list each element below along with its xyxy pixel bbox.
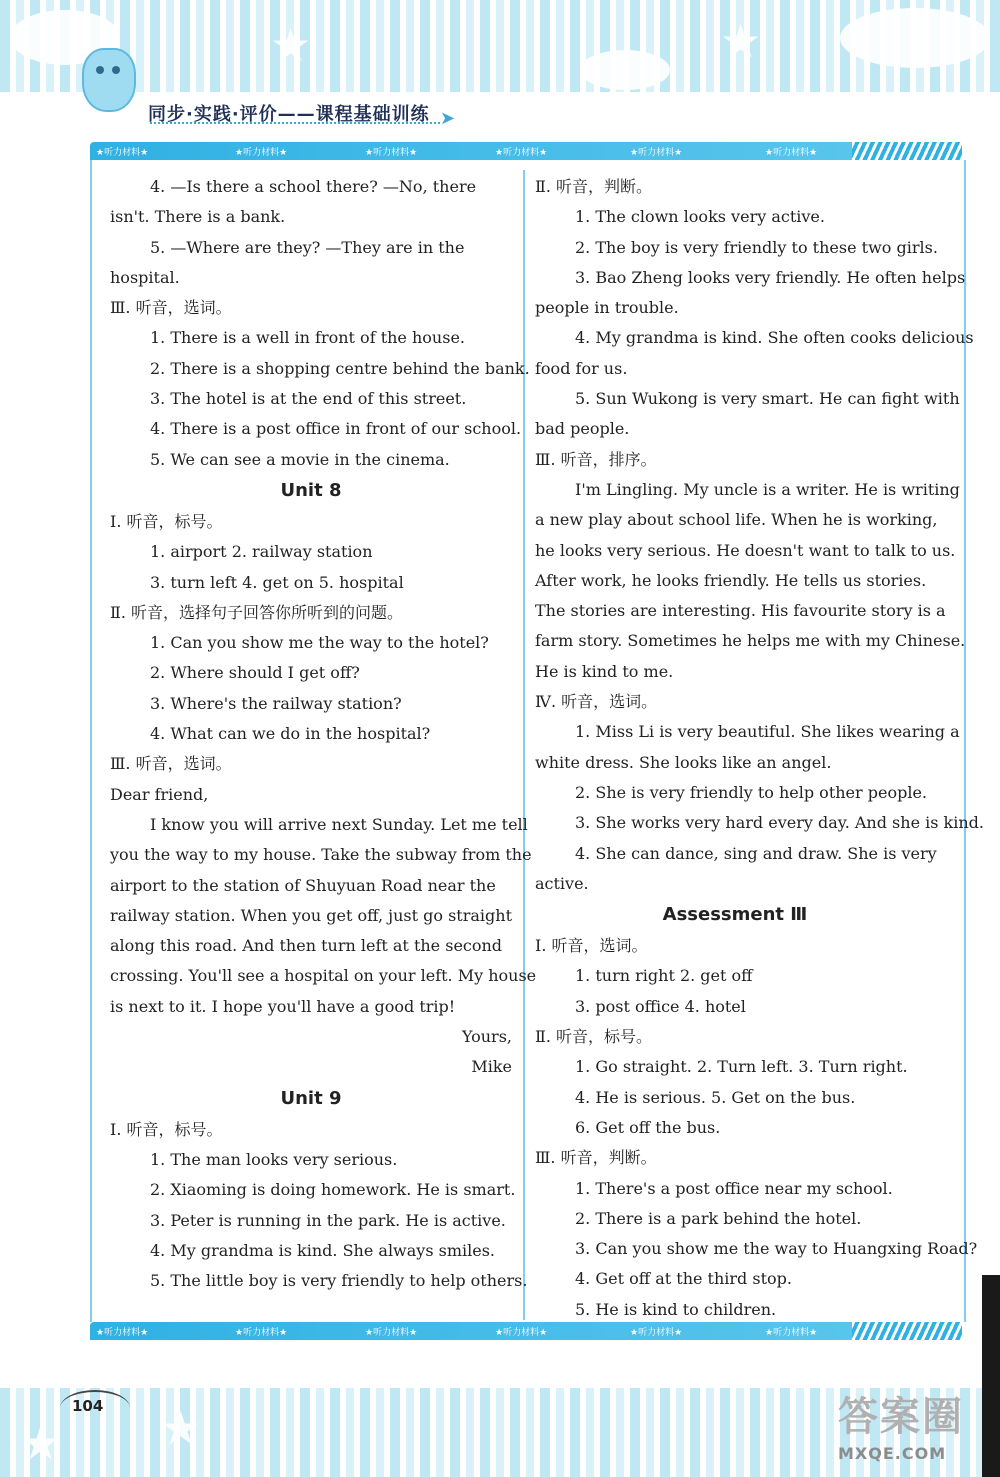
band-tag: ★听力材料★ — [235, 1328, 288, 1338]
cloud-decoration — [580, 50, 670, 90]
top-band — [90, 142, 962, 160]
text-line: Ⅲ. 听音，选词。 — [110, 754, 232, 774]
text-line: crossing. You'll see a hospital on your left. My house — [110, 966, 537, 986]
text-line: 3. Where's the railway station? — [150, 693, 402, 713]
text-line: food for us. — [535, 358, 628, 378]
text-line: Dear friend, — [110, 784, 209, 804]
text-line: 5. He is kind to children. — [575, 1299, 777, 1319]
text-line: isn't. There is a bank. — [110, 207, 286, 227]
band-tag: ★听力材料★ — [495, 1328, 548, 1338]
text-line: After work, he looks friendly. He tells us stories. — [535, 570, 927, 590]
text-line: 3. post office 4. hotel — [575, 996, 746, 1016]
band-hatch — [852, 142, 962, 160]
text-line: 2. Xiaoming is doing homework. He is smart. — [150, 1180, 516, 1200]
text-line: white dress. She looks like an angel. — [535, 752, 832, 772]
text-line: 5. We can see a movie in the cinema. — [150, 449, 450, 469]
text-line: hospital. — [110, 267, 180, 287]
band-tag: ★听力材料★ — [495, 148, 548, 158]
star-decoration: ★ — [20, 1416, 62, 1470]
text-line: 2. She is very friendly to help other people. — [575, 782, 928, 802]
text-line: 1. turn right 2. get off — [575, 966, 753, 986]
series-underline — [150, 122, 440, 124]
column-divider — [523, 170, 525, 1320]
text-line: 3. Can you show me the way to Huangxing Road? — [575, 1239, 978, 1259]
text-line: Ⅲ. 听音，选词。 — [110, 298, 232, 318]
text-line: active. — [535, 873, 589, 893]
text-line: airport to the station of Shuyuan Road near the — [110, 875, 496, 895]
band-tag: ★听力材料★ — [96, 148, 149, 158]
section-title: Unit 8 — [280, 479, 342, 501]
section-title: Assessment Ⅲ — [662, 904, 808, 926]
band-tag: ★听力材料★ — [365, 1328, 418, 1338]
text-line: 6. Get off the bus. — [575, 1117, 721, 1137]
text-line: 4. Get off at the third stop. — [575, 1269, 792, 1289]
text-line: 5. Sun Wukong is very smart. He can fight with — [575, 389, 960, 409]
text-line: Ⅱ. 听音，选择句子回答你所听到的问题。 — [110, 602, 404, 622]
text-line: 4. My grandma is kind. She always smiles. — [150, 1240, 496, 1260]
text-line: 3. The hotel is at the end of this street. — [150, 389, 467, 409]
text-line: He is kind to me. — [535, 661, 674, 681]
text-line: Ⅰ. 听音，标号。 — [110, 511, 223, 531]
text-line: 3. She works very hard every day. And she is kind. — [575, 813, 984, 833]
text-line: 1. There's a post office near my school. — [575, 1178, 893, 1198]
text-line: 2. Where should I get off? — [150, 663, 360, 683]
bottom-band — [90, 1322, 962, 1340]
star-decoration: ★ — [270, 18, 312, 72]
text-line: 4. He is serious. 5. Get on the bus. — [575, 1087, 856, 1107]
series-title: 同步·实践·评价——课程基础训练 — [148, 104, 430, 125]
text-line: 3. Bao Zheng looks very friendly. He often helps — [575, 267, 966, 287]
text-line: 4. —Is there a school there? —No, there — [150, 177, 477, 196]
text-line: 1. The man looks very serious. — [150, 1149, 398, 1169]
signature-line: Yours, — [461, 1027, 512, 1047]
text-line: Ⅲ. 听音，判断。 — [535, 1148, 657, 1168]
watermark-site: MXQE.COM — [838, 1444, 947, 1463]
text-line: Ⅱ. 听音，标号。 — [535, 1027, 653, 1047]
text-line: 1. The clown looks very active. — [575, 207, 825, 227]
band-tag: ★听力材料★ — [630, 148, 683, 158]
text-line: a new play about school life. When he is working, — [535, 510, 938, 530]
text-line: 3. turn left 4. get on 5. hospital — [150, 572, 404, 592]
text-line: 4. What can we do in the hospital? — [150, 724, 431, 744]
text-line: Ⅰ. 听音，选词。 — [535, 936, 648, 956]
arrow-icon: ➤ — [440, 108, 456, 129]
star-decoration: ★ — [720, 14, 762, 68]
text-line: The stories are interesting. His favourite story is a — [535, 601, 946, 621]
band-tag: ★听力材料★ — [235, 148, 288, 158]
text-line: railway station. When you get off, just go straight — [110, 905, 512, 925]
text-line: 2. There is a shopping centre behind the bank. — [150, 358, 530, 378]
star-decoration: ★ — [160, 1401, 202, 1455]
page-number: 104 — [72, 1397, 104, 1415]
mascot-logo — [82, 48, 136, 112]
signature-line: Mike — [471, 1057, 512, 1077]
section-title: Unit 9 — [280, 1087, 342, 1109]
cloud-decoration — [840, 8, 990, 68]
text-line: 1. Go straight. 2. Turn left. 3. Turn right. — [575, 1057, 908, 1077]
right-column — [535, 172, 984, 1325]
text-line: people in trouble. — [535, 298, 679, 318]
text-line: I know you will arrive next Sunday. Let me tell — [150, 814, 528, 834]
text-line: 5. —Where are they? —They are in the — [150, 237, 465, 257]
text-line: is next to it. I hope you'll have a good trip! — [110, 996, 456, 1016]
text-line: Ⅳ. 听音，选词。 — [535, 692, 658, 712]
watermark — [838, 1385, 988, 1465]
band-tag: ★听力材料★ — [765, 1328, 818, 1338]
text-line: farm story. Sometimes he helps me with my Chinese. — [535, 631, 966, 651]
text-line: 3. Peter is running in the park. He is active. — [150, 1210, 506, 1230]
band-tag: ★听力材料★ — [765, 148, 818, 158]
text-line: along this road. And then turn left at the second — [110, 936, 503, 956]
band-tag: ★听力材料★ — [630, 1328, 683, 1338]
text-line: 5. The little boy is very friendly to help others. — [150, 1271, 528, 1291]
left-column — [110, 172, 537, 1296]
text-line: he looks very serious. He doesn't want to talk to us. — [535, 540, 956, 560]
band-tag: ★听力材料★ — [365, 148, 418, 158]
text-line: Ⅱ. 听音，判断。 — [535, 177, 653, 196]
text-line: I'm Lingling. My uncle is a writer. He is writing — [575, 479, 960, 499]
text-line: 2. The boy is very friendly to these two girls. — [575, 237, 938, 257]
text-line: 1. There is a well in front of the house. — [150, 328, 465, 348]
text-line: you the way to my house. Take the subway from the — [110, 845, 532, 865]
text-line: 2. There is a park behind the hotel. — [575, 1208, 862, 1228]
text-line: Ⅰ. 听音，标号。 — [110, 1119, 223, 1139]
text-line: bad people. — [535, 419, 630, 439]
text-line: 1. airport 2. railway station — [150, 542, 373, 562]
text-line: Ⅲ. 听音，排序。 — [535, 449, 657, 469]
band-tag: ★听力材料★ — [96, 1328, 149, 1338]
band-hatch — [852, 1322, 962, 1340]
text-line: 4. She can dance, sing and draw. She is very — [575, 843, 937, 863]
watermark-main: 答案圈 — [838, 1394, 964, 1440]
text-line: 1. Can you show me the way to the hotel? — [150, 633, 489, 653]
text-line: 4. My grandma is kind. She often cooks delicious — [575, 328, 974, 348]
text-line: 1. Miss Li is very beautiful. She likes wearing a — [575, 722, 960, 742]
text-line: 4. There is a post office in front of our school. — [150, 419, 522, 439]
